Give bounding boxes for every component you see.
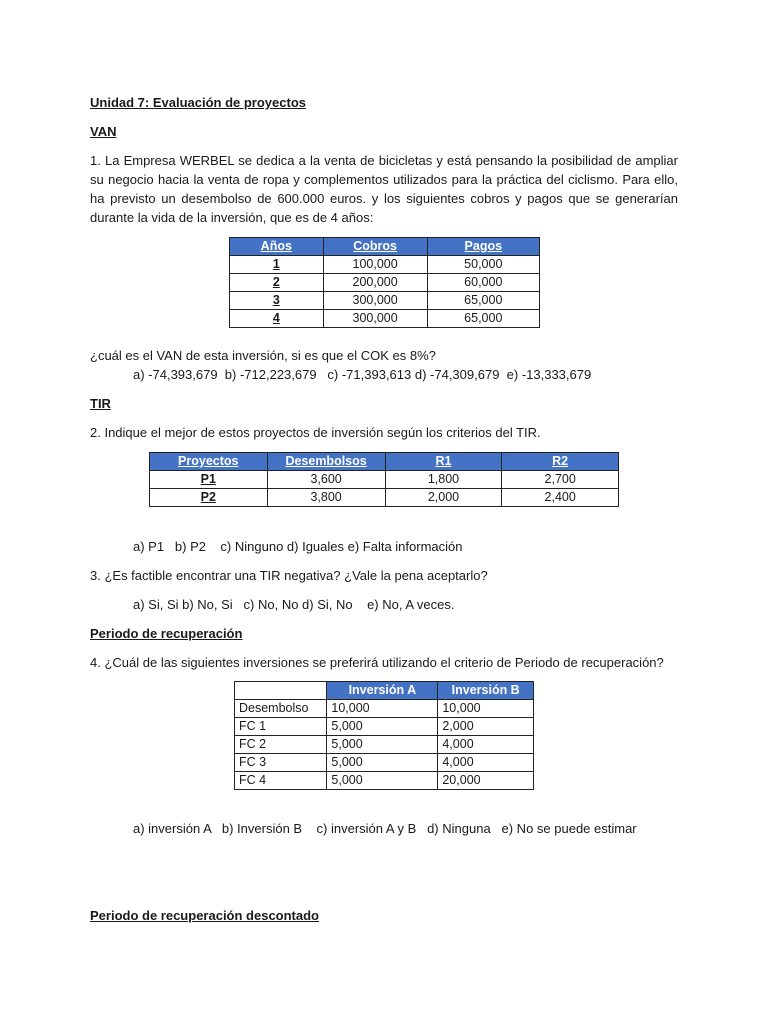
payback-header-inv-a: Inversión A: [327, 682, 438, 700]
payback-header-blank: [235, 682, 327, 700]
van-header-years: Años: [230, 238, 324, 256]
unit-title: Unidad 7: Evaluación de proyectos: [90, 95, 306, 110]
van-payment-cell: 50,000: [427, 256, 539, 274]
table-row: [235, 718, 534, 736]
tir-table-header-row: [150, 453, 619, 471]
van-options: a) -74,393,679 b) -712,223,679 c) -71,393,613 d) -74,309,679 e) -13,333,679: [133, 367, 592, 382]
tir-header-outlays: Desembolsos: [267, 453, 385, 471]
tir-r2-cell: 2,400: [502, 489, 619, 507]
van-year-cell: 3: [230, 292, 324, 310]
van-heading: VAN: [90, 124, 117, 139]
payback-inv-b-cell: 20,000: [438, 772, 534, 790]
van-collection-cell: 300,000: [323, 310, 427, 328]
van-payment-cell: 65,000: [427, 292, 539, 310]
tir-outlay-cell: 3,600: [267, 471, 385, 489]
payback-inv-b-cell: 10,000: [438, 700, 534, 718]
table-row: [230, 256, 540, 274]
tir-r2-cell: 2,700: [502, 471, 619, 489]
table-row: [235, 772, 534, 790]
payback-inv-a-cell: 5,000: [327, 718, 438, 736]
van-collection-cell: 100,000: [323, 256, 427, 274]
payback-inv-a-cell: 5,000: [327, 754, 438, 772]
tir-r1-cell: 1,800: [385, 471, 502, 489]
payback-question: 4. ¿Cuál de las siguientes inversiones se preferirá utilizando el criterio de Periodo de recuperación?: [90, 655, 664, 670]
payback-inv-b-cell: 4,000: [438, 754, 534, 772]
van-year-cell: 2: [230, 274, 324, 292]
payback-inv-b-cell: 4,000: [438, 736, 534, 754]
van-header-collections: Cobros: [323, 238, 427, 256]
tir-question: 2. Indique el mejor de estos proyectos de inversión según los criterios del TIR.: [90, 425, 541, 440]
tir-r1-cell: 2,000: [385, 489, 502, 507]
table-row: [230, 274, 540, 292]
van-payment-cell: 60,000: [427, 274, 539, 292]
table-row: [150, 489, 619, 507]
payback-inv-a-cell: 5,000: [327, 736, 438, 754]
tir-heading: TIR: [90, 396, 111, 411]
payback-table: [234, 681, 534, 790]
payback-label-cell: FC 3: [235, 754, 327, 772]
van-year-cell: 1: [230, 256, 324, 274]
payback-heading: Periodo de recuperación: [90, 626, 243, 641]
payback-options: a) inversión A b) Inversión B c) inversión A y B d) Ninguna e) No se puede estimar: [133, 821, 637, 836]
tir-project-cell: P2: [150, 489, 268, 507]
van-collection-cell: 300,000: [323, 292, 427, 310]
van-question: 1. La Empresa WERBEL se dedica a la venta de bicicletas y está pensando la posibilidad de ampliar su negocio hacia la venta de ropa y complementos utilizados para la práctica del ciclismo. Para ello, ha previsto un desembolso de 600.000 euros. y los siguientes cobros y pagos que se generarían durante la vida de la inversión, que es de 4 años:: [90, 153, 678, 225]
discounted-payback-heading: Periodo de recuperación descontado: [90, 908, 319, 923]
tir-options: a) P1 b) P2 c) Ninguno d) Iguales e) Falta información: [133, 539, 463, 554]
payback-header-inv-b: Inversión B: [438, 682, 534, 700]
tir-header-r1: R1: [385, 453, 502, 471]
van-ask: ¿cuál es el VAN de esta inversión, si es que el COK es 8%?: [90, 348, 436, 363]
payback-inv-a-cell: 5,000: [327, 772, 438, 790]
van-header-payments: Pagos: [427, 238, 539, 256]
van-collection-cell: 200,000: [323, 274, 427, 292]
tir-project-cell: P1: [150, 471, 268, 489]
payback-label-cell: FC 1: [235, 718, 327, 736]
table-row: [235, 754, 534, 772]
payback-label-cell: FC 2: [235, 736, 327, 754]
tir-header-r2: R2: [502, 453, 619, 471]
tir-header-projects: Proyectos: [150, 453, 268, 471]
van-year-cell: 4: [230, 310, 324, 328]
payback-inv-a-cell: 10,000: [327, 700, 438, 718]
payback-label-cell: FC 4: [235, 772, 327, 790]
table-row: [230, 292, 540, 310]
tir-outlay-cell: 3,800: [267, 489, 385, 507]
payback-inv-b-cell: 2,000: [438, 718, 534, 736]
payback-table-header-row: [235, 682, 534, 700]
van-payment-cell: 65,000: [427, 310, 539, 328]
payback-label-cell: Desembolso: [235, 700, 327, 718]
table-row: [150, 471, 619, 489]
table-row: [230, 310, 540, 328]
tir-options-3: a) Si, Si b) No, Si c) No, No d) Si, No e) No, A veces.: [133, 597, 455, 612]
table-row: [235, 700, 534, 718]
van-table-header-row: [230, 238, 540, 256]
table-row: [235, 736, 534, 754]
van-table: [229, 237, 540, 328]
tir-question-3: 3. ¿Es factible encontrar una TIR negativa? ¿Vale la pena aceptarlo?: [90, 568, 488, 583]
tir-table: [149, 452, 619, 507]
